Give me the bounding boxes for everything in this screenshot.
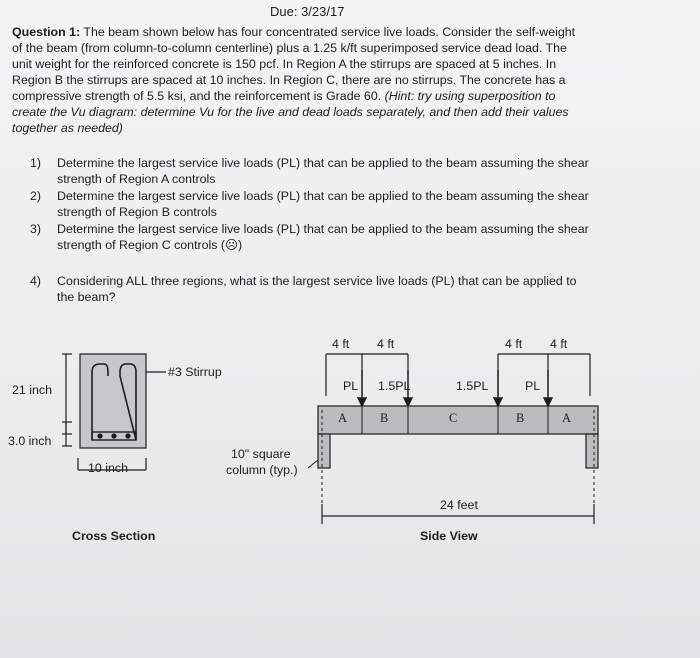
width-label: 10 inch [88, 461, 128, 475]
subquestion-line: the beam? [57, 290, 116, 304]
subquestion-number: 1) [30, 156, 42, 170]
column-right [586, 434, 598, 468]
region-label: B [516, 411, 525, 425]
column-leader [308, 460, 318, 468]
side-view-title: Side View [420, 529, 478, 543]
height-label: 21 inch [12, 383, 52, 397]
subquestion-text [57, 188, 687, 220]
rebar [97, 433, 102, 438]
subquestion-text [57, 221, 687, 253]
subquestion-line: Considering ALL three regions, what is the largest service live loads (PL) that can be applied to [57, 274, 577, 288]
region-label: B [380, 411, 389, 425]
cover-label: 3.0 inch [8, 434, 52, 448]
load-arrowhead-3 [494, 398, 502, 406]
spacing-label: 4 ft [505, 337, 523, 351]
load-label: PL [343, 379, 359, 393]
column-label-line2: column (typ.) [226, 463, 298, 477]
subquestion-line: strength of Region C controls (☹) [57, 238, 243, 252]
beam-body [318, 406, 598, 434]
q1-line-4: Region B the stirrups are spaced at 10 inches. In Region C, there are no stirrups. The concrete has a [12, 73, 566, 87]
region-label: C [449, 411, 458, 425]
subquestion-line: Determine the largest service live loads (PL) that can be applied to the beam assuming the shear [57, 156, 589, 170]
subquestion-text [57, 155, 687, 187]
spacing-label: 4 ft [550, 337, 568, 351]
span-label: 24 feet [440, 498, 478, 512]
q1-hint-3: together as needed) [12, 121, 123, 135]
subquestion-number: 2) [30, 189, 42, 203]
subquestion-line: Determine the largest service live loads (PL) that can be applied to the beam assuming the shear [57, 222, 589, 236]
rebar [111, 433, 116, 438]
subquestion-line: strength of Region A controls [57, 172, 216, 186]
q1-line-2: of the beam (from column-to-column centerline) plus a 1.25 k/ft superimposed service dead load. The [12, 41, 567, 55]
spacing-label: 4 ft [377, 337, 395, 351]
load-arrowhead-1 [358, 398, 366, 406]
region-label: A [562, 411, 571, 425]
region-label: A [338, 411, 347, 425]
load-arrowhead-2 [404, 398, 412, 406]
load-label: 1.5PL [456, 379, 489, 393]
due-date: Due: 3/23/17 [270, 4, 345, 19]
rebar [125, 433, 130, 438]
load-label: PL [525, 379, 541, 393]
subquestion-line: strength of Region B controls [57, 205, 217, 219]
q1-hint-2: create the Vu diagram: determine Vu for the live and dead loads separately, and then add their values [12, 105, 569, 119]
cross-section-title: Cross Section [72, 529, 156, 543]
question-1-text [12, 24, 692, 136]
q1-line-3: unit weight for the reinforced concrete is 150 pcf. In Region A the stirrups are spaced at 5 inches. In [12, 57, 557, 71]
subquestion-number: 4) [30, 274, 42, 288]
q1-line-1: The beam shown below has four concentrated service live loads. Consider the self-weight [80, 25, 576, 39]
spacing-label: 4 ft [332, 337, 350, 351]
load-label: 1.5PL [378, 379, 411, 393]
load-arrowhead-4 [544, 398, 552, 406]
column-left [318, 434, 330, 468]
stirrup-label: #3 Stirrup [168, 365, 222, 379]
question-1-label: Question 1: [12, 25, 81, 39]
q1-line-5: compressive strength of 5.5 ksi, and the reinforcement is Grade 60. [12, 89, 382, 103]
subquestion-text [57, 273, 687, 305]
subquestion-line: Determine the largest service live loads (PL) that can be applied to the beam assuming the shear [57, 189, 589, 203]
column-label-line1: 10" square [231, 447, 291, 461]
q1-hint-1: (Hint: try using superposition to [384, 89, 556, 103]
subquestion-number: 3) [30, 222, 42, 236]
